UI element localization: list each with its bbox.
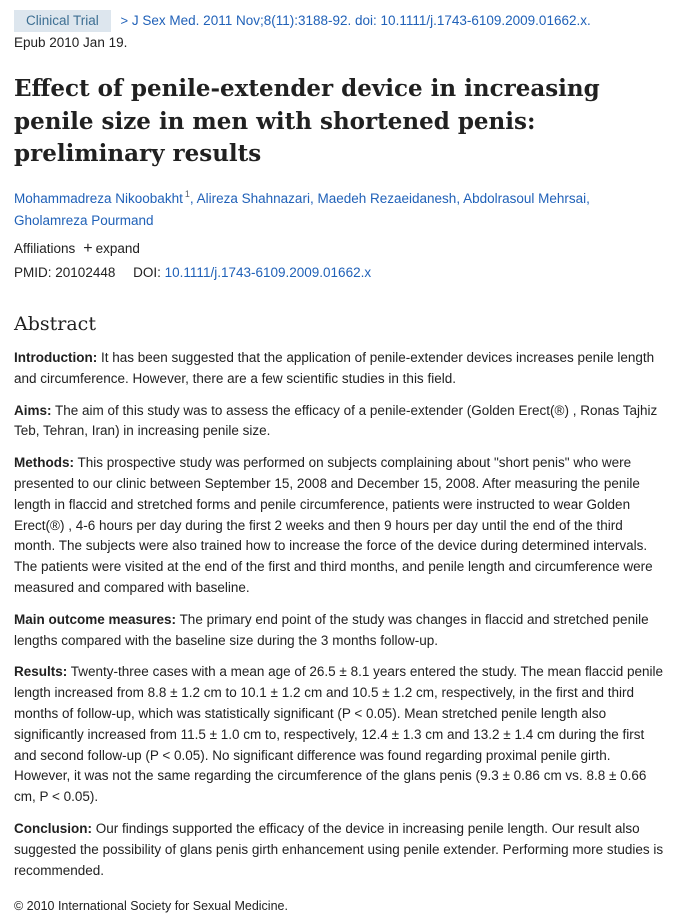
- publication-type-badge[interactable]: Clinical Trial: [14, 10, 111, 32]
- affiliations-toggle[interactable]: [14, 238, 140, 259]
- author-link[interactable]: Alireza Shahnazari: [196, 191, 310, 206]
- abstract-section-conclusion: [14, 819, 667, 881]
- doi-label: DOI:: [133, 265, 161, 280]
- affiliations-label: Affiliations: [14, 241, 76, 256]
- abstract-section-aims: [14, 401, 667, 443]
- author-link[interactable]: Gholamreza Pourmand: [14, 212, 154, 228]
- expand-label: expand: [95, 241, 140, 256]
- citation-line: [14, 10, 669, 53]
- abstract-body: [14, 348, 667, 892]
- author-link[interactable]: Maedeh Rezaeidanesh: [317, 191, 457, 206]
- epub-date: Epub 2010 Jan 19.: [14, 35, 128, 50]
- abstract-section-results: [14, 662, 667, 808]
- pmid-value: 20102448: [55, 265, 116, 280]
- chevron-right-icon: >: [120, 13, 129, 28]
- section-label: Results:: [14, 664, 68, 680]
- identifiers: [14, 262, 371, 283]
- affiliation-marker[interactable]: 1: [184, 189, 190, 199]
- section-text: The primary end point of the study was changes in flaccid and stretched penile lengths compared with the baseline size during the 3 months follow-up.: [14, 611, 649, 648]
- abstract-section-introduction: [14, 348, 667, 390]
- author-link[interactable]: Mohammadreza Nikoobakht: [14, 191, 183, 206]
- author-link[interactable]: Abdolrasoul Mehrsai: [463, 191, 587, 206]
- article-title: Effect of penile-extender device in increasing penile size in men with shortened penis: preliminary results: [14, 75, 600, 167]
- abstract-section-main-outcome: [14, 610, 667, 652]
- section-label: Introduction:: [14, 350, 98, 365]
- copyright-notice: © 2010 International Society for Sexual Medicine.: [14, 899, 288, 913]
- section-label: Aims:: [14, 402, 52, 418]
- pmid-label: PMID:: [14, 265, 52, 280]
- section-label: Main outcome measures:: [14, 611, 177, 627]
- journal-citation-link[interactable]: J Sex Med. 2011 Nov;8(11):3188-92. doi: 10.1111/j.1743-6109.2009.01662.x.: [131, 13, 591, 28]
- section-text: Twenty-three cases with a mean age of 26.5 ± 8.1 years entered the study. The mean flaccid penile length increased from 8.8 ± 1.2 cm to 10.1 ± 1.2 cm and 10.5 ± 1.2 cm, respectively, in the first and third months of follow-up, which was statistically significant (P < 0.05). Mean stretched penile length also significantly increased from 11.5 ± 1.0 cm to, respectively, 12.4 ± 1.3 cm and 13.2 ± 1.4 cm during the first and second follow-up (P < 0.05). No significant difference was found regarding proximal penile girth. However, it was not the same regarding the circumference of the glans penis (9.3 ± 0.86 cm vs. 8.8 ± 0.66 cm, P < 0.05).: [14, 664, 664, 805]
- section-text: The aim of this study was to assess the efficacy of a penile-extender (Golden Erect(®) , Ronas Tajhiz Teb, Tehran, Iran) in increasing penile size.: [14, 402, 658, 439]
- section-text: It has been suggested that the application of penile-extender devices increases penile length and circumference. However, there are a few scientific studies in this field.: [14, 350, 655, 386]
- author-list: Mohammadreza Nikoobakht $^1$, Alireza Shahnazari, Maedeh Rezaeidanesh, Abdolrasoul Mehrsai, Gholamreza Pourmand: [14, 189, 590, 228]
- section-text: Our findings supported the efficacy of the device in increasing penile length. Our result also suggested the possibility of glans penis girth enhancement using penile extender. Performing more studies is recommended.: [14, 820, 664, 878]
- plus-icon: +: [83, 240, 93, 257]
- abstract-section-methods: [14, 453, 667, 599]
- abstract-heading: Abstract: [14, 313, 96, 335]
- section-label: Methods:: [14, 455, 74, 471]
- section-label: Conclusion:: [14, 820, 92, 836]
- doi-link[interactable]: 10.1111/j.1743-6109.2009.01662.x: [164, 265, 372, 280]
- section-text: This prospective study was performed on subjects complaining about "short penis" who were presented to our clinic between September 15, 2008 and December 15, 2008. After measuring the penile length in flaccid and stretched forms and penile circumference, patients were instructed to wear Golden Erect(®) , 4-6 hours per day during the first 2 weeks and then 9 hours per day until the end of the third month. The subjects were also trained how to increase the force of the device during determined intervals. The patients were visited at the end of the first and third months, and penile length and circumference were measured and compared with baseline.: [14, 455, 653, 595]
